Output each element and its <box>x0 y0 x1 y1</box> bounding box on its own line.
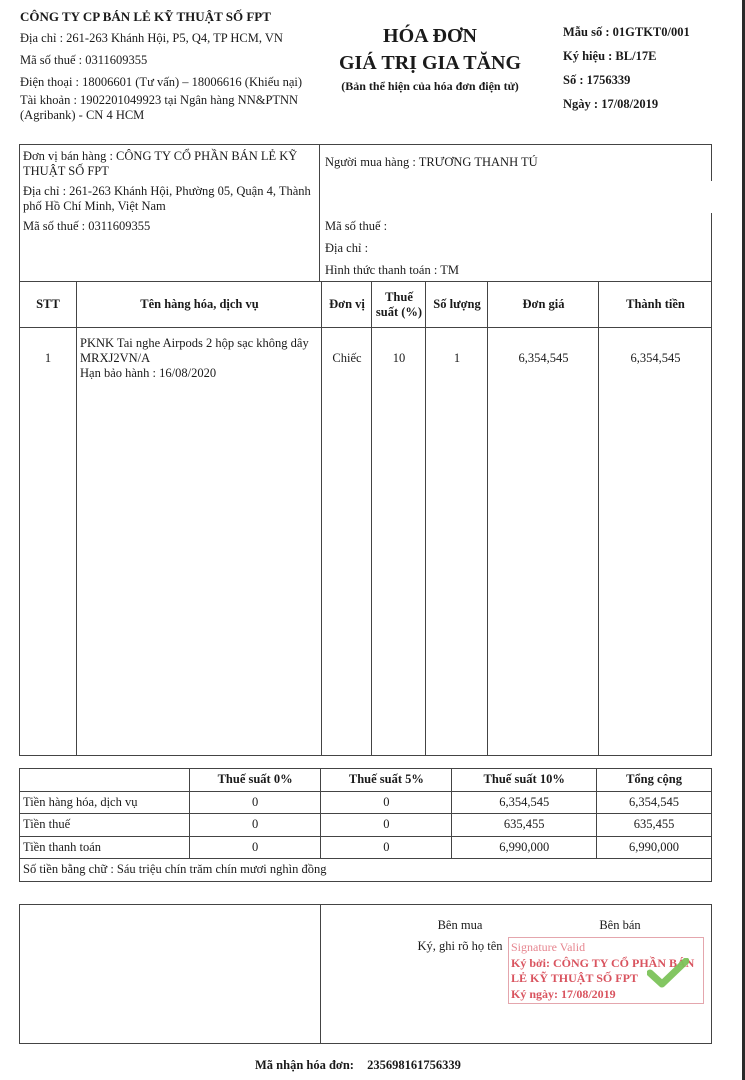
summary-label: Tiền thanh toán <box>20 836 190 859</box>
summary-cell: 0 <box>321 814 452 837</box>
seller-info <box>20 145 320 281</box>
summary-cell: 0 <box>321 791 452 814</box>
signature-section <box>19 904 712 1044</box>
summary-header-row <box>20 769 712 792</box>
seller-unit: Đơn vị bán hàng : CÔNG TY CỔ PHẦN BÁN LẺ KỸ THUẬT SỐ FPT <box>23 149 298 178</box>
summary-cell: 0 <box>189 791 321 814</box>
summary-row-in-words <box>20 859 712 882</box>
summary-label: Tiền thuế <box>20 814 190 837</box>
signature-signed-by-2: LẺ KỸ THUẬT SỐ FPT <box>511 971 638 985</box>
row-amount: 6,354,545 <box>630 351 681 365</box>
row-stt: 1 <box>44 351 52 365</box>
row-unit: Chiếc <box>332 351 362 365</box>
header-unit-price: Đơn giá <box>522 297 565 311</box>
summary-header-total: Tổng cộng <box>597 769 712 792</box>
form-number: Mẫu số : 01GTKT0/001 <box>563 25 690 39</box>
company-phone: Điện thoại : 18006601 (Tư vấn) – 18006616 (Khiếu nại) <box>20 75 303 89</box>
row-quantity: 1 <box>453 351 461 365</box>
company-info <box>20 8 320 123</box>
row-unit-price: 6,354,545 <box>518 351 569 365</box>
seller-address: Địa chỉ : 261-263 Khánh Hội, Phường 05, Quận 4, Thành phố Hồ Chí Minh, Việt Nam <box>23 184 311 213</box>
signature-blank-area <box>20 905 321 1043</box>
company-address: Địa chỉ : 261-263 Khánh Hội, P5, Q4, TP HCM, VN <box>20 31 283 45</box>
signature-status: Signature Valid <box>511 940 586 954</box>
buyer-tax-code: Mã số thuế : <box>325 219 388 233</box>
header-amount: Thành tiền <box>626 297 685 311</box>
buyer-sign-label: Bên mua <box>437 918 483 932</box>
summary-header-blank <box>20 769 190 792</box>
buyer-sign-instruction: Ký, ghi rõ họ tên <box>417 939 503 953</box>
summary-cell: 635,455 <box>452 814 597 837</box>
items-table <box>19 281 712 756</box>
company-account-line2: (Agribank) - CN 4 HCM <box>20 108 145 122</box>
summary-header-tax0: Thuế suất 0% <box>189 769 321 792</box>
summary-cell: 0 <box>189 836 321 859</box>
row-tax-rate: 10 <box>392 351 406 365</box>
summary-row-payment <box>20 836 712 859</box>
header-item-name: Tên hàng hóa, dịch vụ <box>140 297 259 311</box>
title-line2: GIÁ TRỊ GIA TĂNG <box>338 52 522 74</box>
invoice-title <box>325 24 535 94</box>
header-stt: STT <box>36 297 60 311</box>
signature-signed-by-1: Ký bởi: CÔNG TY CỔ PHẦN BÁN <box>511 955 695 970</box>
buyer-info <box>322 145 711 281</box>
item-name-line1: PKNK Tai nghe Airpods 2 hộp sạc không dây <box>80 336 309 350</box>
invoice-date: Ngày : 17/08/2019 <box>563 97 659 111</box>
summary-header-tax5: Thuế suất 5% <box>321 769 452 792</box>
company-tax-code: Mã số thuế : 0311609355 <box>20 53 148 67</box>
summary-cell: 6,354,545 <box>597 791 712 814</box>
title-subtitle: (Bản thể hiện của hóa đơn điện tử) <box>341 79 519 93</box>
title-line1: HÓA ĐƠN <box>383 25 477 47</box>
header-tax-rate: Thuế suất (%) <box>375 289 423 319</box>
item-name-line2: MRXJ2VN/A <box>80 351 151 365</box>
signature-date: Ký ngày: 17/08/2019 <box>511 986 616 1001</box>
buyer-address: Địa chỉ : <box>325 241 369 255</box>
company-account-line1: Tài khoản : 1902201049923 tại Ngân hàng NN&PTNN <box>20 93 299 107</box>
amount-in-words: Số tiền bằng chữ : Sáu triệu chín trăm chín mươi nghìn đồng <box>20 859 712 882</box>
summary-label: Tiền hàng hóa, dịch vụ <box>20 791 190 814</box>
invoice-symbol: Ký hiệu : BL/17E <box>563 49 657 63</box>
invoice-number: Số : 1756339 <box>563 73 631 87</box>
summary-table <box>19 768 712 882</box>
summary-cell: 0 <box>321 836 452 859</box>
lookup-code-value: 235698161756339 <box>367 1058 461 1072</box>
seller-tax-code: Mã số thuế : 0311609355 <box>23 219 151 233</box>
company-name: CÔNG TY CP BÁN LẺ KỸ THUẬT SỐ FPT <box>20 9 271 24</box>
item-warranty: Hạn bảo hành : 16/08/2020 <box>80 366 217 380</box>
buyer-payment-method: Hình thức thanh toán : TM <box>325 263 459 277</box>
party-box <box>19 144 712 281</box>
summary-cell: 6,354,545 <box>452 791 597 814</box>
summary-row-goods <box>20 791 712 814</box>
header-quantity: Số lượng <box>433 297 481 311</box>
summary-cell: 6,990,000 <box>597 836 712 859</box>
summary-row-tax <box>20 814 712 837</box>
header-unit: Đơn vị <box>329 297 365 311</box>
buyer-name: Người mua hàng : TRƯƠNG THANH TÚ <box>325 155 538 169</box>
row-item-name <box>80 336 320 381</box>
summary-cell: 635,455 <box>597 814 712 837</box>
digital-signature-stamp[interactable] <box>508 937 704 1004</box>
summary-cell: 0 <box>189 814 321 837</box>
checkmark-icon <box>647 958 689 988</box>
invoice-lookup-code <box>255 1058 461 1073</box>
summary-header-tax10: Thuế suất 10% <box>452 769 597 792</box>
lookup-code-label: Mã nhận hóa đơn: <box>255 1058 354 1072</box>
summary-cell: 6,990,000 <box>452 836 597 859</box>
invoice-meta <box>563 25 738 121</box>
seller-sign-label: Bên bán <box>599 918 641 932</box>
